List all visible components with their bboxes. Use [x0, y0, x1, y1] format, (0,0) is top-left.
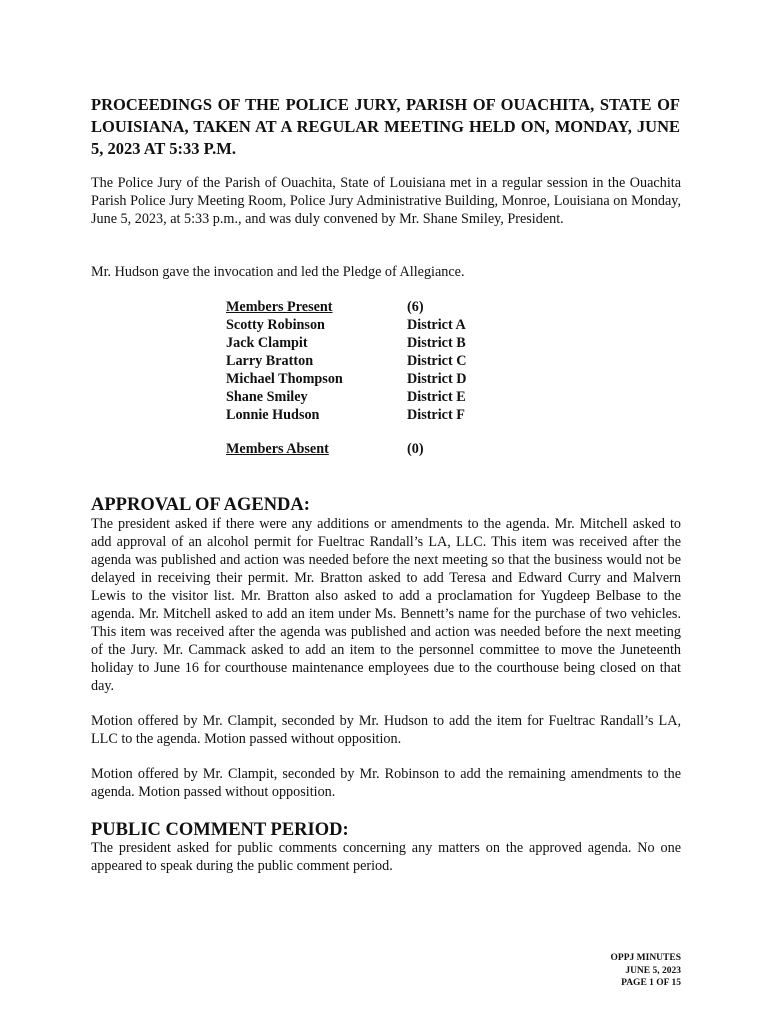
member-district: District B [407, 335, 466, 351]
approval-of-agenda-heading: APPROVAL OF AGENDA: [91, 495, 310, 515]
footer-line-date: JUNE 5, 2023 [625, 965, 681, 976]
member-name: Larry Bratton [226, 353, 314, 369]
member-row [226, 334, 467, 352]
members-present-header-row [226, 298, 467, 316]
member-row [226, 370, 467, 388]
footer-line-minutes: OPPJ MINUTES [610, 953, 681, 963]
member-row [226, 352, 467, 370]
members-present-count: (6) [407, 299, 424, 315]
document-title: PROCEEDINGS OF THE POLICE JURY, PARISH OF OUACHITA, STATE OF LOUISIANA, TAKEN AT A REGULAR MEETING HELD ON, MONDAY, JUNE 5, 2023 AT 5:33 P.M. [91, 95, 680, 158]
members-absent-row [226, 440, 467, 458]
approval-of-agenda-paragraph: The president asked if there were any additions or amendments to the agenda. Mr. Mitchell asked to add approval of an alcohol permit for Fueltrac Randall’s LA, LLC. This item was received after the agenda was published and action was needed before the next meeting so that the business would not be delayed in receiving their permit. Mr. Bratton asked to add Teresa and Edward Curry and Malvern Lewis to the visitor list. Mr. Bratton also asked to add a proclamation for Yugdeep Belbase to the agenda. Mr. Mitchell asked to add an item under Ms. Bennett’s name for the purchase of two vehicles. This item was received after the agenda was published and action was needed before the next meeting of the Jury. Mr. Cammack asked to add an item to the personnel committee to move the Juneteenth holiday to June 16 for courthouse maintenance employees due to the courthouse being closed on that day. [91, 516, 681, 694]
member-row [226, 388, 467, 406]
member-name: Scotty Robinson [226, 317, 325, 333]
invocation-paragraph: Mr. Hudson gave the invocation and led the Pledge of Allegiance. [91, 264, 465, 280]
member-row [226, 406, 467, 424]
member-district: District A [407, 317, 466, 333]
members-table [226, 298, 467, 458]
member-name: Michael Thompson [226, 371, 343, 387]
motion-paragraph-1: Motion offered by Mr. Clampit, seconded by Mr. Hudson to add the item for Fueltrac Randall’s LA, LLC to the agenda. Motion passed without opposition. [91, 713, 681, 747]
member-name: Shane Smiley [226, 389, 308, 405]
public-comment-paragraph: The president asked for public comments concerning any matters on the approved agenda. No one appeared to speak during the public comment period. [91, 840, 681, 874]
page-footer [611, 952, 681, 990]
footer-line-page: PAGE 1 OF 15 [621, 978, 681, 988]
member-district: District C [407, 353, 467, 369]
members-absent-header: Members Absent [226, 441, 329, 457]
member-name: Jack Clampit [226, 335, 308, 351]
members-spacer [226, 424, 467, 440]
member-district: District F [407, 407, 465, 423]
motion-paragraph-2: Motion offered by Mr. Clampit, seconded by Mr. Robinson to add the remaining amendments to the agenda. Motion passed without opposition. [91, 766, 681, 800]
members-present-header: Members Present [226, 299, 333, 315]
member-district: District E [407, 389, 466, 405]
member-name: Lonnie Hudson [226, 407, 320, 423]
intro-paragraph: The Police Jury of the Parish of Ouachita, State of Louisiana met in a regular session in the Ouachita Parish Police Jury Meeting Room, Police Jury Administrative Building, Monroe, Louisiana on Monday, June 5, 2023, at 5:33 p.m., and was duly convened by Mr. Shane Smiley, President. [91, 175, 681, 227]
members-absent-count: (0) [407, 441, 424, 457]
member-district: District D [407, 371, 467, 387]
public-comment-heading: PUBLIC COMMENT PERIOD: [91, 820, 349, 840]
member-row [226, 316, 467, 334]
